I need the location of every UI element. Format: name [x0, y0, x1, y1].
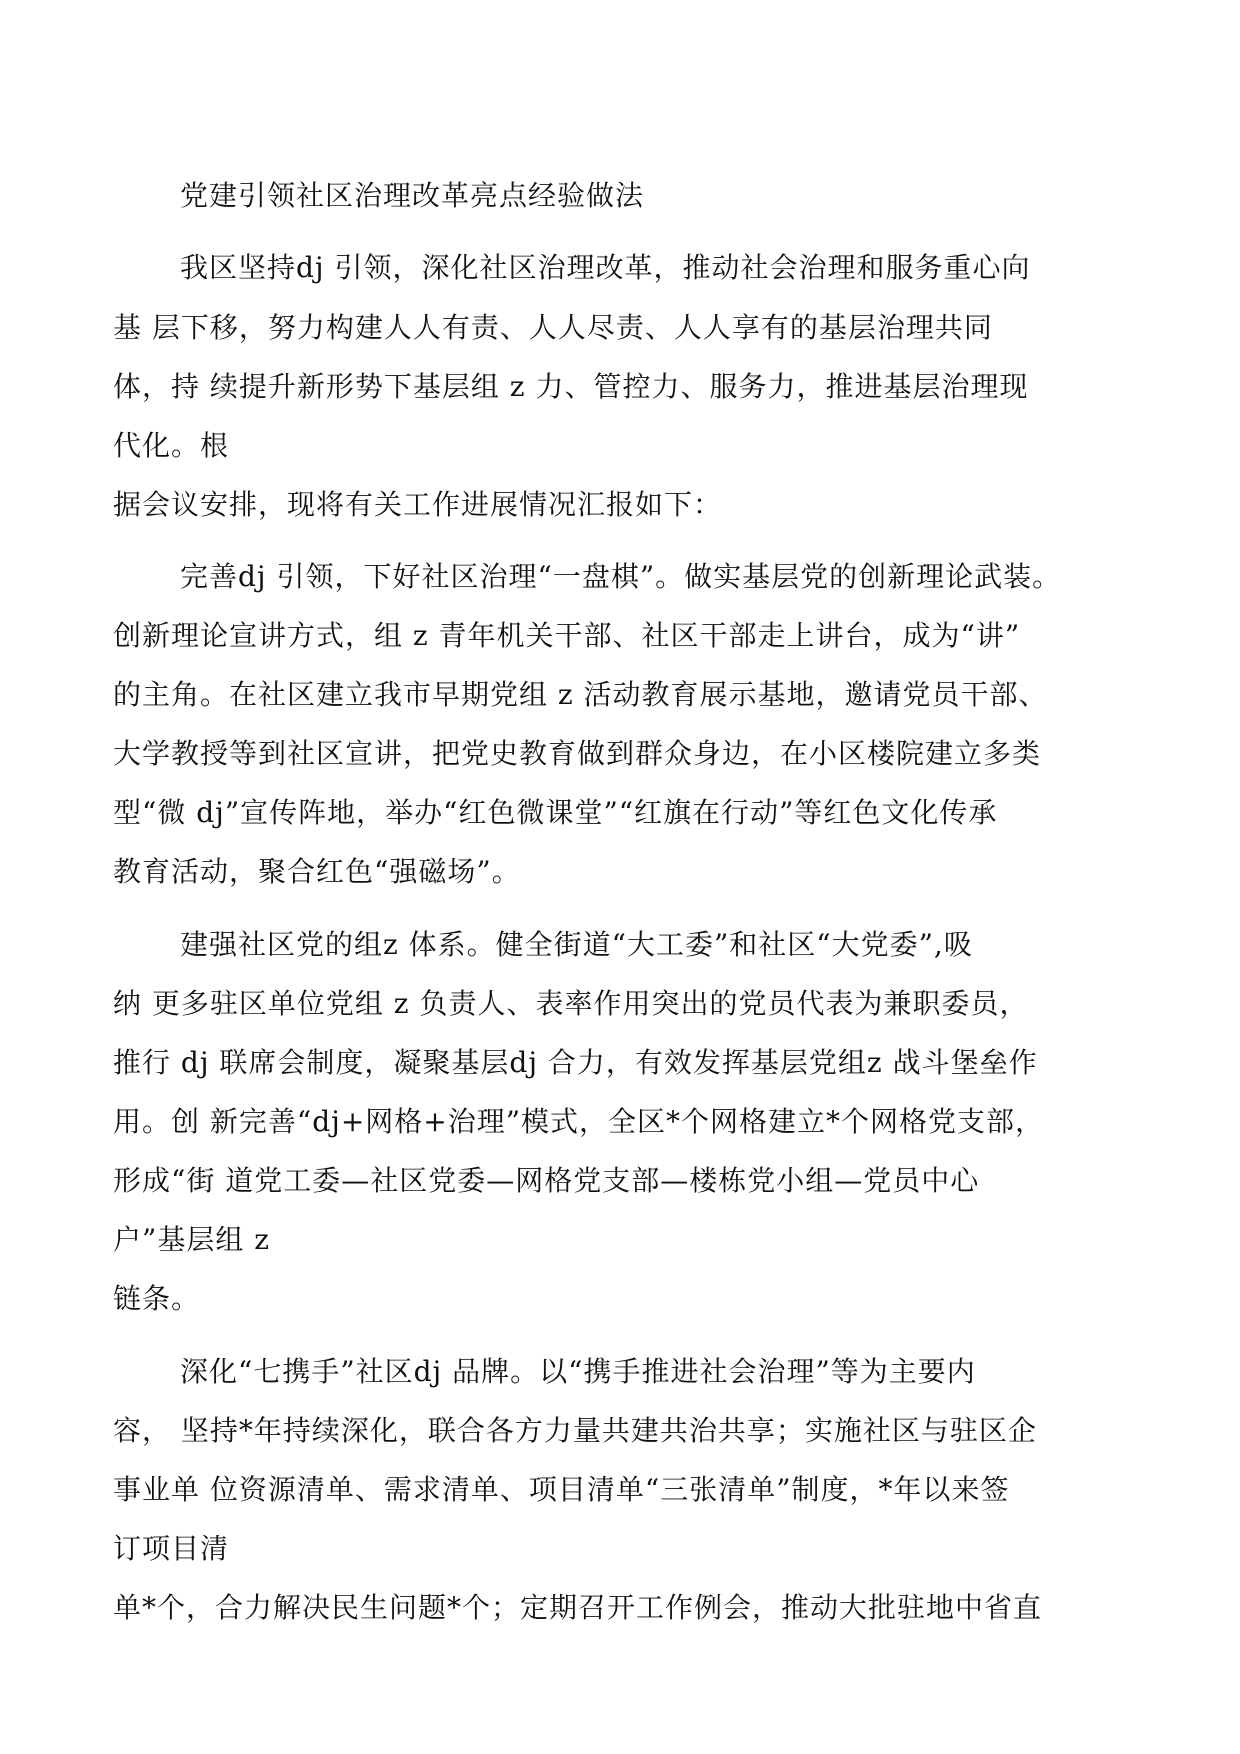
paragraph-line: 链条。	[113, 1282, 201, 1315]
paragraph-line: 户”基层组 z	[113, 1223, 270, 1256]
paragraph-line: 教育活动，聚合红色“强磁场”。	[113, 855, 521, 888]
paragraph-line: 用。创 新完善“dj+网格+治理”模式，全区*个网格建立*个网格党支部，	[113, 1105, 1045, 1138]
paragraph-line: 订项目清	[113, 1532, 230, 1565]
paragraph-line: 的主角。在社区建立我市早期党组 z 活动教育展示基地，邀请党员干部、	[113, 678, 1048, 711]
paragraph-line: 完善dj 引领，下好社区治理“一盘棋”。做实基层党的创新理论武装。	[180, 560, 1062, 593]
paragraph-line: 事业单 位资源清单、需求清单、项目清单“三张清单”制度，*年以来签	[113, 1473, 1010, 1506]
paragraph-line: 基 层下移，努力构建人人有责、人人尽责、人人享有的基层治理共同	[113, 311, 993, 344]
paragraph-line: 代化。根	[113, 429, 230, 462]
paragraph-line: 创新理论宣讲方式，组 z 青年机关干部、社区干部走上讲台，成为“讲”	[113, 619, 1021, 652]
paragraph-line: 纳 更多驻区单位党组 z 负责人、表率作用突出的党员代表为兼职委员，	[113, 987, 1029, 1020]
paragraph-line: 深化“七携手”社区dj 品牌。以“携手推进社会治理”等为主要内	[180, 1355, 976, 1388]
paragraph-line: 大学教授等到社区宣讲，把党史教育做到群众身边，在小区楼院建立多类	[113, 737, 1042, 770]
paragraph-line: 我区坚持dj 引领，深化社区治理改革，推动社会治理和服务重心向	[180, 251, 1031, 284]
paragraph-line: 建强社区党的组z 体系。健全街道“大工委”和社区“大党委”,吸	[180, 928, 973, 961]
document-title: 党建引领社区治理改革亮点经验做法	[180, 179, 645, 212]
paragraph-line: 形成“街 道党工委—社区党委—网格党支部—楼栋党小组—党员中心	[113, 1164, 980, 1197]
paragraph-line: 推行 dj 联席会制度，凝聚基层dj 合力，有效发挥基层党组z 战斗堡垒作	[113, 1046, 1038, 1079]
paragraph-line: 据会议安排，现将有关工作进展情况汇报如下：	[113, 488, 723, 521]
paragraph-line: 容， 坚持*年持续深化，联合各方力量共建共治共享；实施社区与驻区企	[113, 1414, 1037, 1447]
paragraph-line: 型“微 dj”宣传阵地，举办“红色微课堂”“红旗在行动”等红色文化传承	[113, 796, 998, 829]
paragraph-line: 单*个，合力解决民生问题*个；定期召开工作例会，推动大批驻地中省直	[113, 1591, 1043, 1624]
paragraph-line: 体，持 续提升新形势下基层组 z 力、管控力、服务力，推进基层治理现	[113, 370, 1029, 403]
